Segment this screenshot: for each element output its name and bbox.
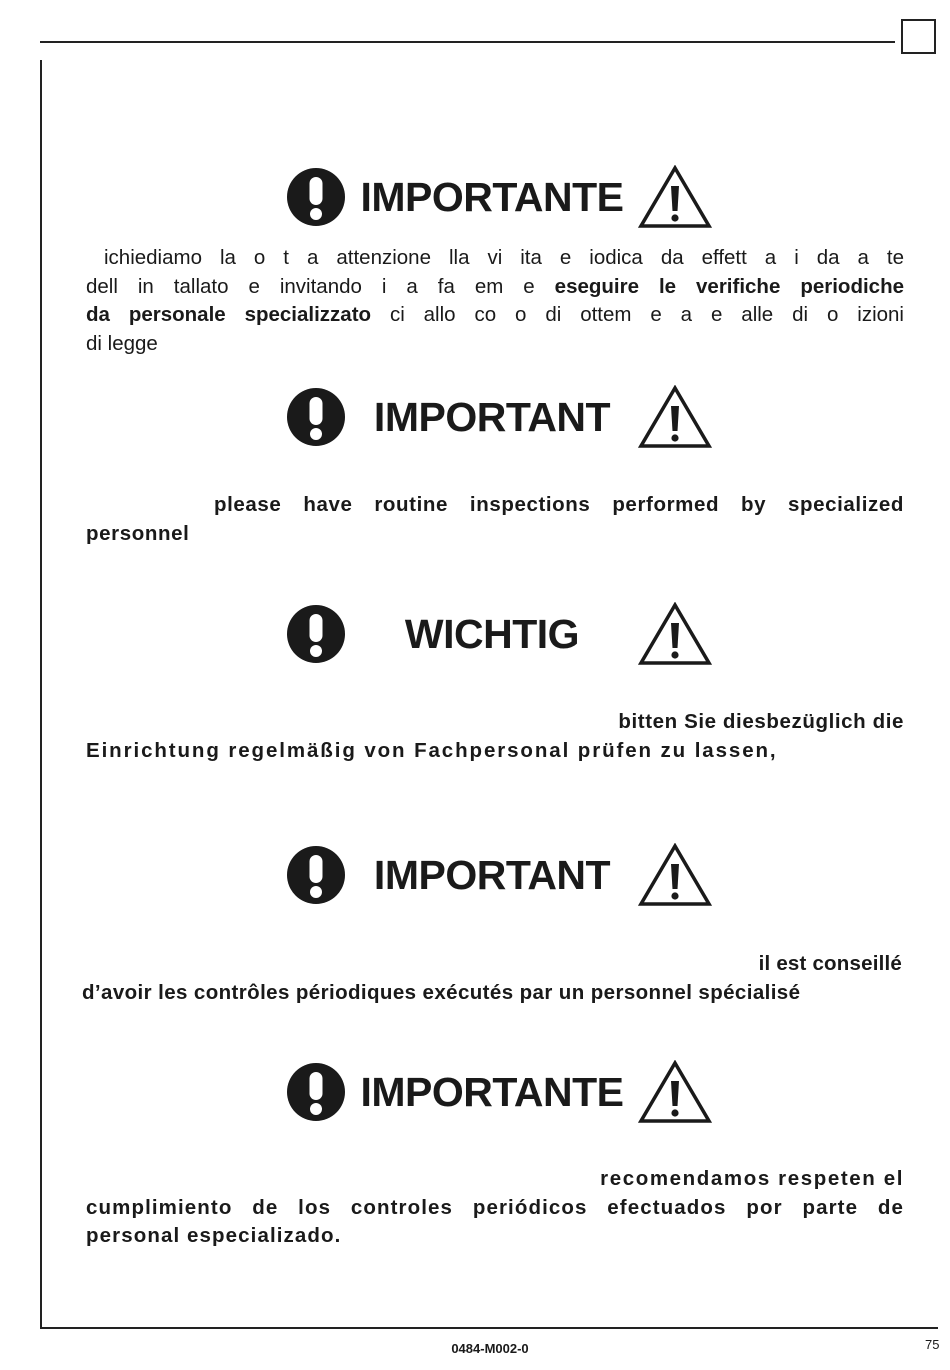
heading-spanish [286, 1060, 712, 1124]
text-line: di legge [86, 331, 158, 355]
text-line: cumplimiento de los controles periódicos efectuados por parte de [86, 1195, 904, 1219]
text-line [86, 273, 904, 302]
text-line: bitten Sie diesbezüglich die [618, 710, 904, 733]
section-title: IMPORTANTE [360, 174, 624, 220]
text-fragment: dell in tallato e invitando i a fa em e [86, 274, 555, 298]
corner-box [901, 19, 936, 54]
text-line: please have routine inspections performed by specialized [214, 493, 904, 516]
paragraph-italian [86, 244, 904, 358]
text-fragment: ci allo co o di ottem e a e alle di o izioni [371, 303, 904, 326]
paragraph-spanish [86, 1165, 904, 1251]
paragraph-german [86, 708, 904, 765]
section-title: WICHTIG [404, 611, 580, 657]
text-line: ichiediamo la o t a attenzione lla vi ita e iodica da effett a i da a te [104, 246, 904, 269]
paragraph-french [82, 950, 902, 1007]
text-line: il est conseillé [758, 952, 902, 975]
frame-left-rule [40, 60, 42, 1329]
section-title: IMPORTANT [373, 852, 611, 898]
exclamation-circle-icon [286, 1062, 346, 1122]
warning-triangle-icon [638, 165, 712, 229]
exclamation-circle-icon [286, 387, 346, 447]
text-line: personal especializado. [86, 1224, 342, 1247]
page-number: 75 [925, 1337, 940, 1352]
exclamation-circle-icon [286, 604, 346, 664]
exclamation-circle-icon [286, 167, 346, 227]
warning-triangle-icon [638, 385, 712, 449]
heading-italian [286, 165, 712, 229]
text-line [86, 301, 904, 330]
warning-triangle-icon [638, 1060, 712, 1124]
text-line: personnel [86, 521, 190, 545]
paragraph-english [86, 491, 904, 548]
text-fragment-bold: da personale specializzato [86, 303, 372, 326]
frame-top-rule [40, 41, 895, 43]
section-title: IMPORTANT [373, 394, 611, 440]
section-title: IMPORTANTE [360, 1069, 624, 1115]
heading-french [286, 843, 712, 907]
text-line: recomendamos respeten el [600, 1167, 904, 1190]
frame-bottom-rule [40, 1327, 938, 1329]
heading-english [286, 385, 712, 449]
heading-german [286, 602, 712, 666]
text-line: d’avoir les contrôles périodiques exécutés par un personnel spécialisé [82, 980, 801, 1004]
text-fragment-bold: eseguire le verifiche periodiche [554, 274, 904, 298]
warning-triangle-icon [638, 602, 712, 666]
warning-triangle-icon [638, 843, 712, 907]
text-line: Einrichtung regelmäßig von Fachpersonal prüfen zu lassen, [86, 738, 778, 762]
exclamation-circle-icon [286, 845, 346, 905]
document-code: 0484-M002-0 [451, 1341, 529, 1356]
